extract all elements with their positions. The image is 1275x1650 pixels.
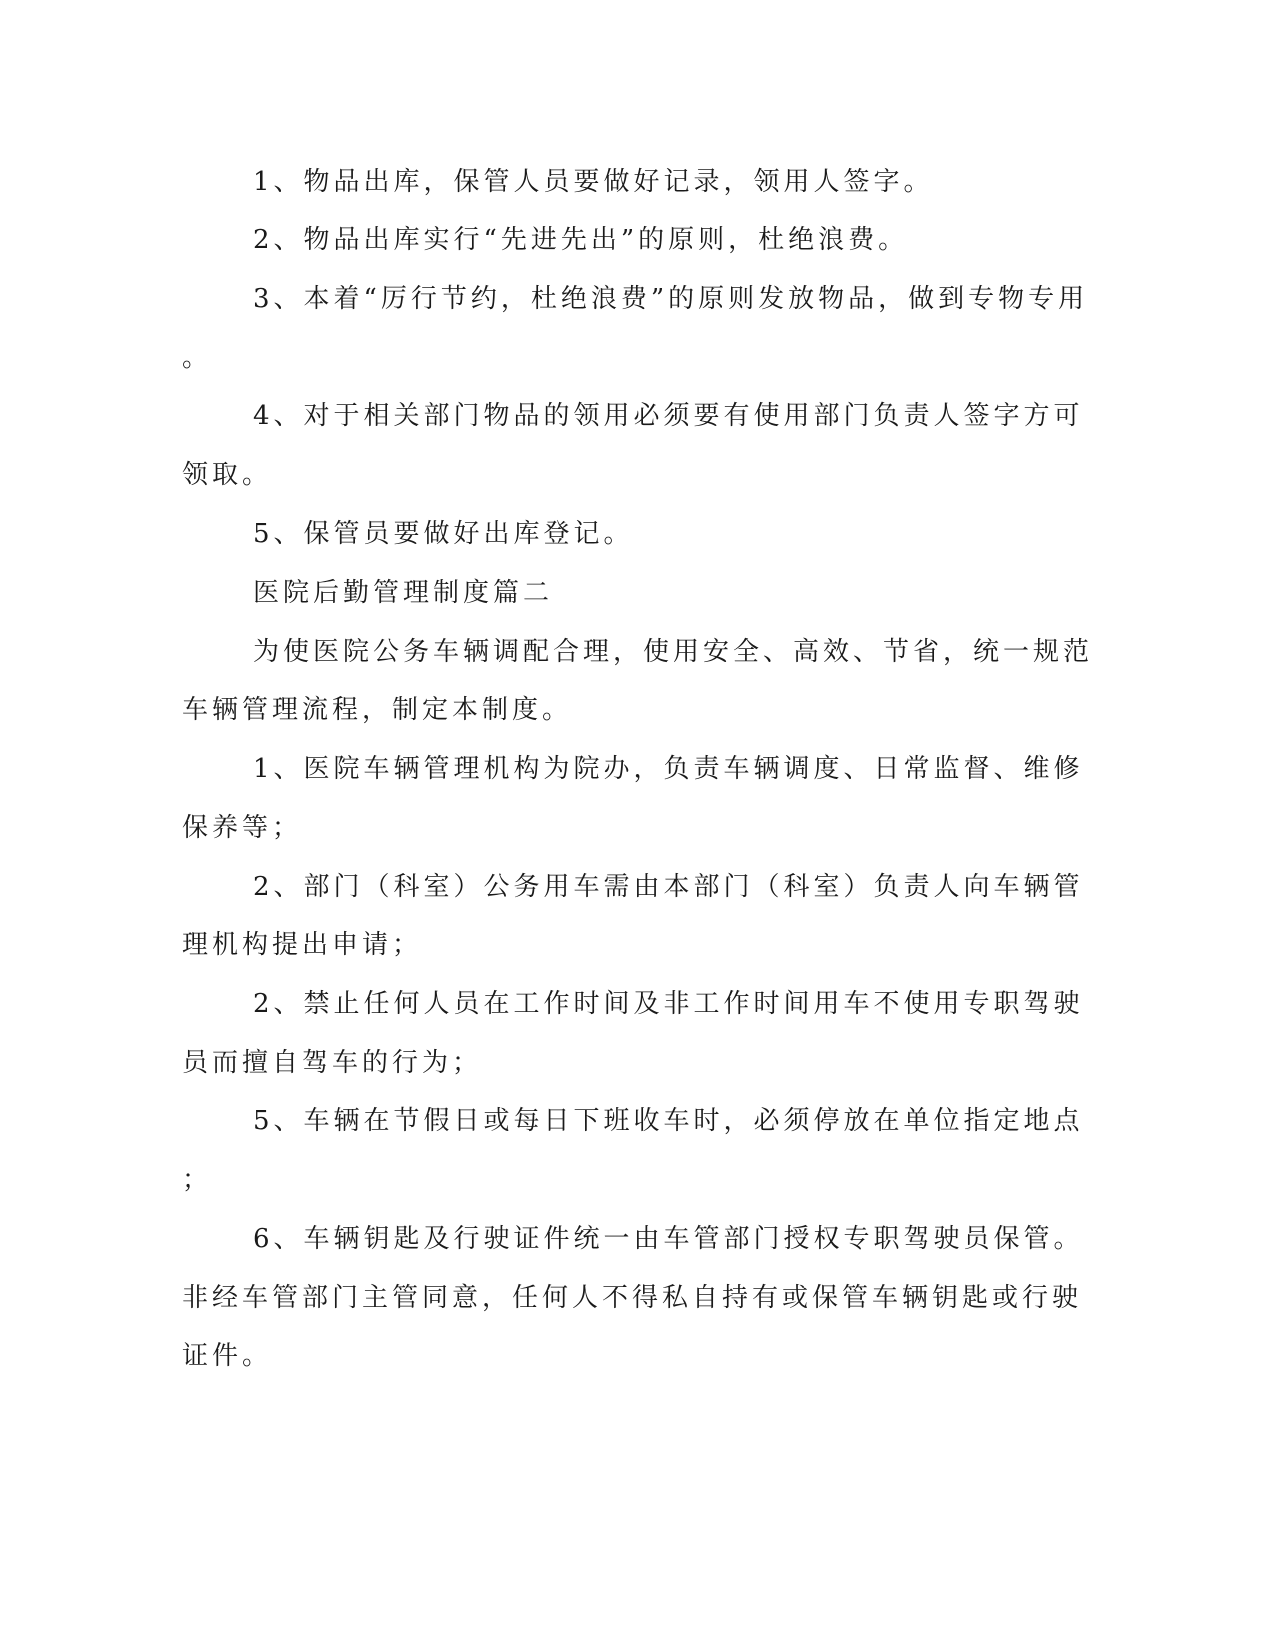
paragraph-line: 3、本着“厉行节约，杜绝浪费”的原则发放物品，做到专物专用	[253, 284, 1089, 314]
paragraph-line: 领取。	[182, 460, 273, 490]
paragraph-line: 保养等；	[182, 813, 303, 843]
paragraph-line: 1、医院车辆管理机构为院办，负责车辆调度、日常监督、维修	[253, 754, 1084, 784]
paragraph-line: 2、部门（科室）公务用车需由本部门（科室）负责人向车辆管	[253, 872, 1084, 902]
paragraph-line: 2、禁止任何人员在工作时间及非工作时间用车不使用专职驾驶	[253, 989, 1084, 1019]
section-heading: 医院后勤管理制度篇二	[253, 578, 554, 608]
paragraph-line: 理机构提出申请；	[182, 930, 423, 960]
paragraph-line: 6、车辆钥匙及行驶证件统一由车管部门授权专职驾驶员保管。	[253, 1224, 1084, 1254]
paragraph-line: 。	[182, 343, 213, 373]
paragraph-line: ；	[182, 1165, 213, 1195]
paragraph-line: 非经车管部门主管同意，任何人不得私自持有或保管车辆钥匙或行驶	[182, 1283, 1083, 1313]
paragraph-line: 2、物品出库实行“先进先出”的原则，杜绝浪费。	[253, 225, 909, 255]
paragraph-line: 车辆管理流程，制定本制度。	[182, 695, 573, 725]
paragraph-line: 5、保管员要做好出库登记。	[253, 519, 634, 549]
paragraph-line: 证件。	[182, 1341, 273, 1371]
paragraph-line: 5、车辆在节假日或每日下班收车时，必须停放在单位指定地点	[253, 1106, 1084, 1136]
paragraph-line: 1、物品出库，保管人员要做好记录，领用人签字。	[253, 167, 934, 197]
paragraph-line: 4、对于相关部门物品的领用必须要有使用部门负责人签字方可	[253, 401, 1084, 431]
paragraph-line: 为使医院公务车辆调配合理，使用安全、高效、节省，统一规范	[253, 637, 1094, 667]
paragraph-line: 员而擅自驾车的行为；	[182, 1048, 483, 1078]
